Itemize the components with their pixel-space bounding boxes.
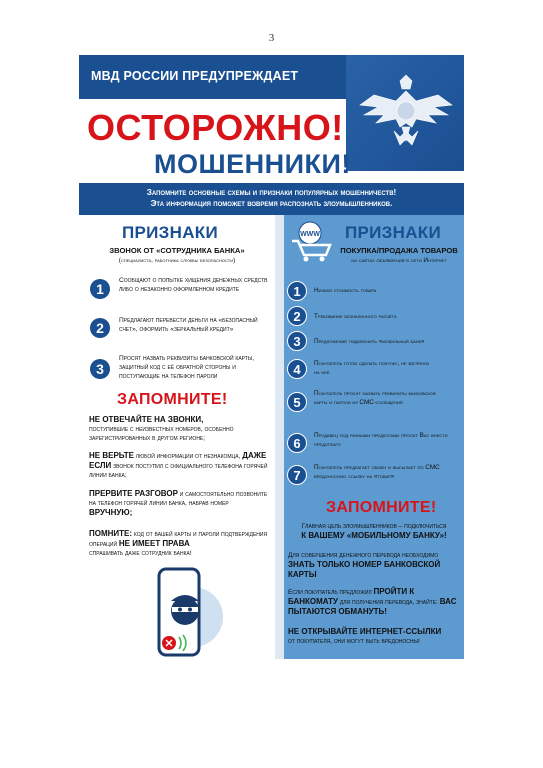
left-subheading-note: (специалиста, работника службы безопасности)	[118, 257, 236, 264]
page-number: 3	[268, 32, 275, 44]
left-rule-3: ПРЕРВИТЕ РАЗГОВОР и самостоятельно позвоните на телефон горячей линии банка, набрав номер ВРУЧНУЮ;	[89, 489, 268, 517]
number-2-icon: 2	[90, 318, 110, 338]
left-subheading: ЗВОНОК ОТ «СОТРУДНИКА БАНКА»	[109, 246, 245, 255]
left-column	[79, 215, 275, 659]
number-6-icon: 6	[287, 433, 307, 453]
strip-line-2: Эта информация поможет вовремя распознать злоумышленников.	[150, 199, 393, 208]
shopping-cart-icon	[288, 219, 336, 263]
poster	[79, 55, 464, 659]
strip-line-1: Запомните основные схемы и признаки популярных мошенничеств!	[146, 188, 397, 197]
right-item-6: Продавец под разными предлогами просит Вас внести предоплату	[314, 432, 448, 448]
left-remember: ЗАПОМНИТЕ!	[117, 391, 228, 408]
left-heading: ПРИЗНАКИ	[122, 223, 218, 242]
scammer-phone-icon	[145, 565, 225, 657]
right-heading: ПРИЗНАКИ	[345, 223, 441, 242]
right-rule-3: Если покупатель предложил ПРОЙТИ К БАНКОМАТУ для получения перевода, знайте: ВАС ПЫТАЮТСЯ ОБМАНУТЬ!	[288, 587, 457, 616]
right-item-3: Предложение подключить «мобильный банк»	[314, 338, 425, 345]
headline-careful: ОСТОРОЖНО!	[87, 107, 344, 148]
right-item-5: Покупатель просит назвать реквизиты банковской карты и пароли из СМС-сообщений	[314, 390, 436, 406]
number-1-icon: 1	[287, 281, 307, 301]
number-7-icon: 7	[287, 465, 307, 485]
info-strip	[79, 183, 464, 215]
number-3-icon: 3	[287, 331, 307, 351]
column-divider	[275, 215, 284, 659]
left-item-2: Предлагают перевести деньги на «безопасный счет», оформить «зеркальный кредит»	[119, 317, 258, 333]
number-2-icon: 2	[287, 306, 307, 326]
right-subheading: ПОКУПКА/ПРОДАЖА ТОВАРОВ	[340, 246, 458, 255]
left-rule-2: НЕ ВЕРЬТЕ любой информации от незнакомца, ДАЖЕ ЕСЛИ звонок поступил с официального телефона горячей линии банка;	[89, 451, 268, 479]
left-item-1: Сообщают о попытке хищения денежных средств либо о незаконно оформленном кредите	[119, 277, 268, 293]
left-item-3: Просят назвать реквизиты банковской карты, защитный код с её обратной стороны и поступающие на телефон пароли	[119, 355, 255, 380]
right-item-7: Покупатель предлагает обмен и высылает по СМС вредоносную ссылку на «товар»	[314, 464, 440, 480]
right-rule-2: Для совершения денежного перевода необходимо ЗНАТЬ ТОЛЬКО НОМЕР БАНКОВСКОЙ КАРТЫ	[288, 552, 441, 579]
number-1-icon: 1	[90, 279, 110, 299]
headline-scammers: МОШЕННИКИ!	[154, 149, 351, 179]
number-4-icon: 4	[287, 359, 307, 379]
right-item-2: Требование безналичного расчёта	[314, 313, 397, 320]
right-subheading-note: на сайтах объявлений в сети Интернет	[351, 257, 447, 264]
right-item-1: Низкая стоимость товара	[314, 287, 377, 294]
right-item-4: Покупатель готов сделать покупку, не взглянув на неё	[314, 360, 429, 376]
www-label: WWW	[300, 231, 320, 238]
number-3-icon: 3	[90, 359, 110, 379]
left-rule-1: НЕ ОТВЕЧАЙТЕ НА ЗВОНКИ, поступившие с неизвестных номеров, особенно зарегистрированных в другом регионе;	[89, 415, 234, 442]
right-remember: ЗАПОМНИТЕ!	[326, 499, 437, 516]
right-rule-1: Главная цель злоумышленников – подключиться К ВАШЕМУ «МОБИЛЬНОМУ БАНКУ»!	[301, 523, 447, 540]
right-column	[284, 215, 464, 659]
top-title: МВД РОССИИ ПРЕДУПРЕЖДАЕТ	[91, 69, 299, 83]
right-rule-4: НЕ ОТКРЫВАЙТЕ ИНТЕРНЕТ-ССЫЛКИ от покупателя, они могут быть вредоносны!	[288, 627, 442, 645]
number-5-icon: 5	[287, 392, 307, 412]
left-rule-4: ПОМНИТЕ: код от вашей карты и пароли подтверждения операций НЕ ИМЕЕТ ПРАВА спрашивать даже сотрудник банка!	[89, 529, 268, 557]
